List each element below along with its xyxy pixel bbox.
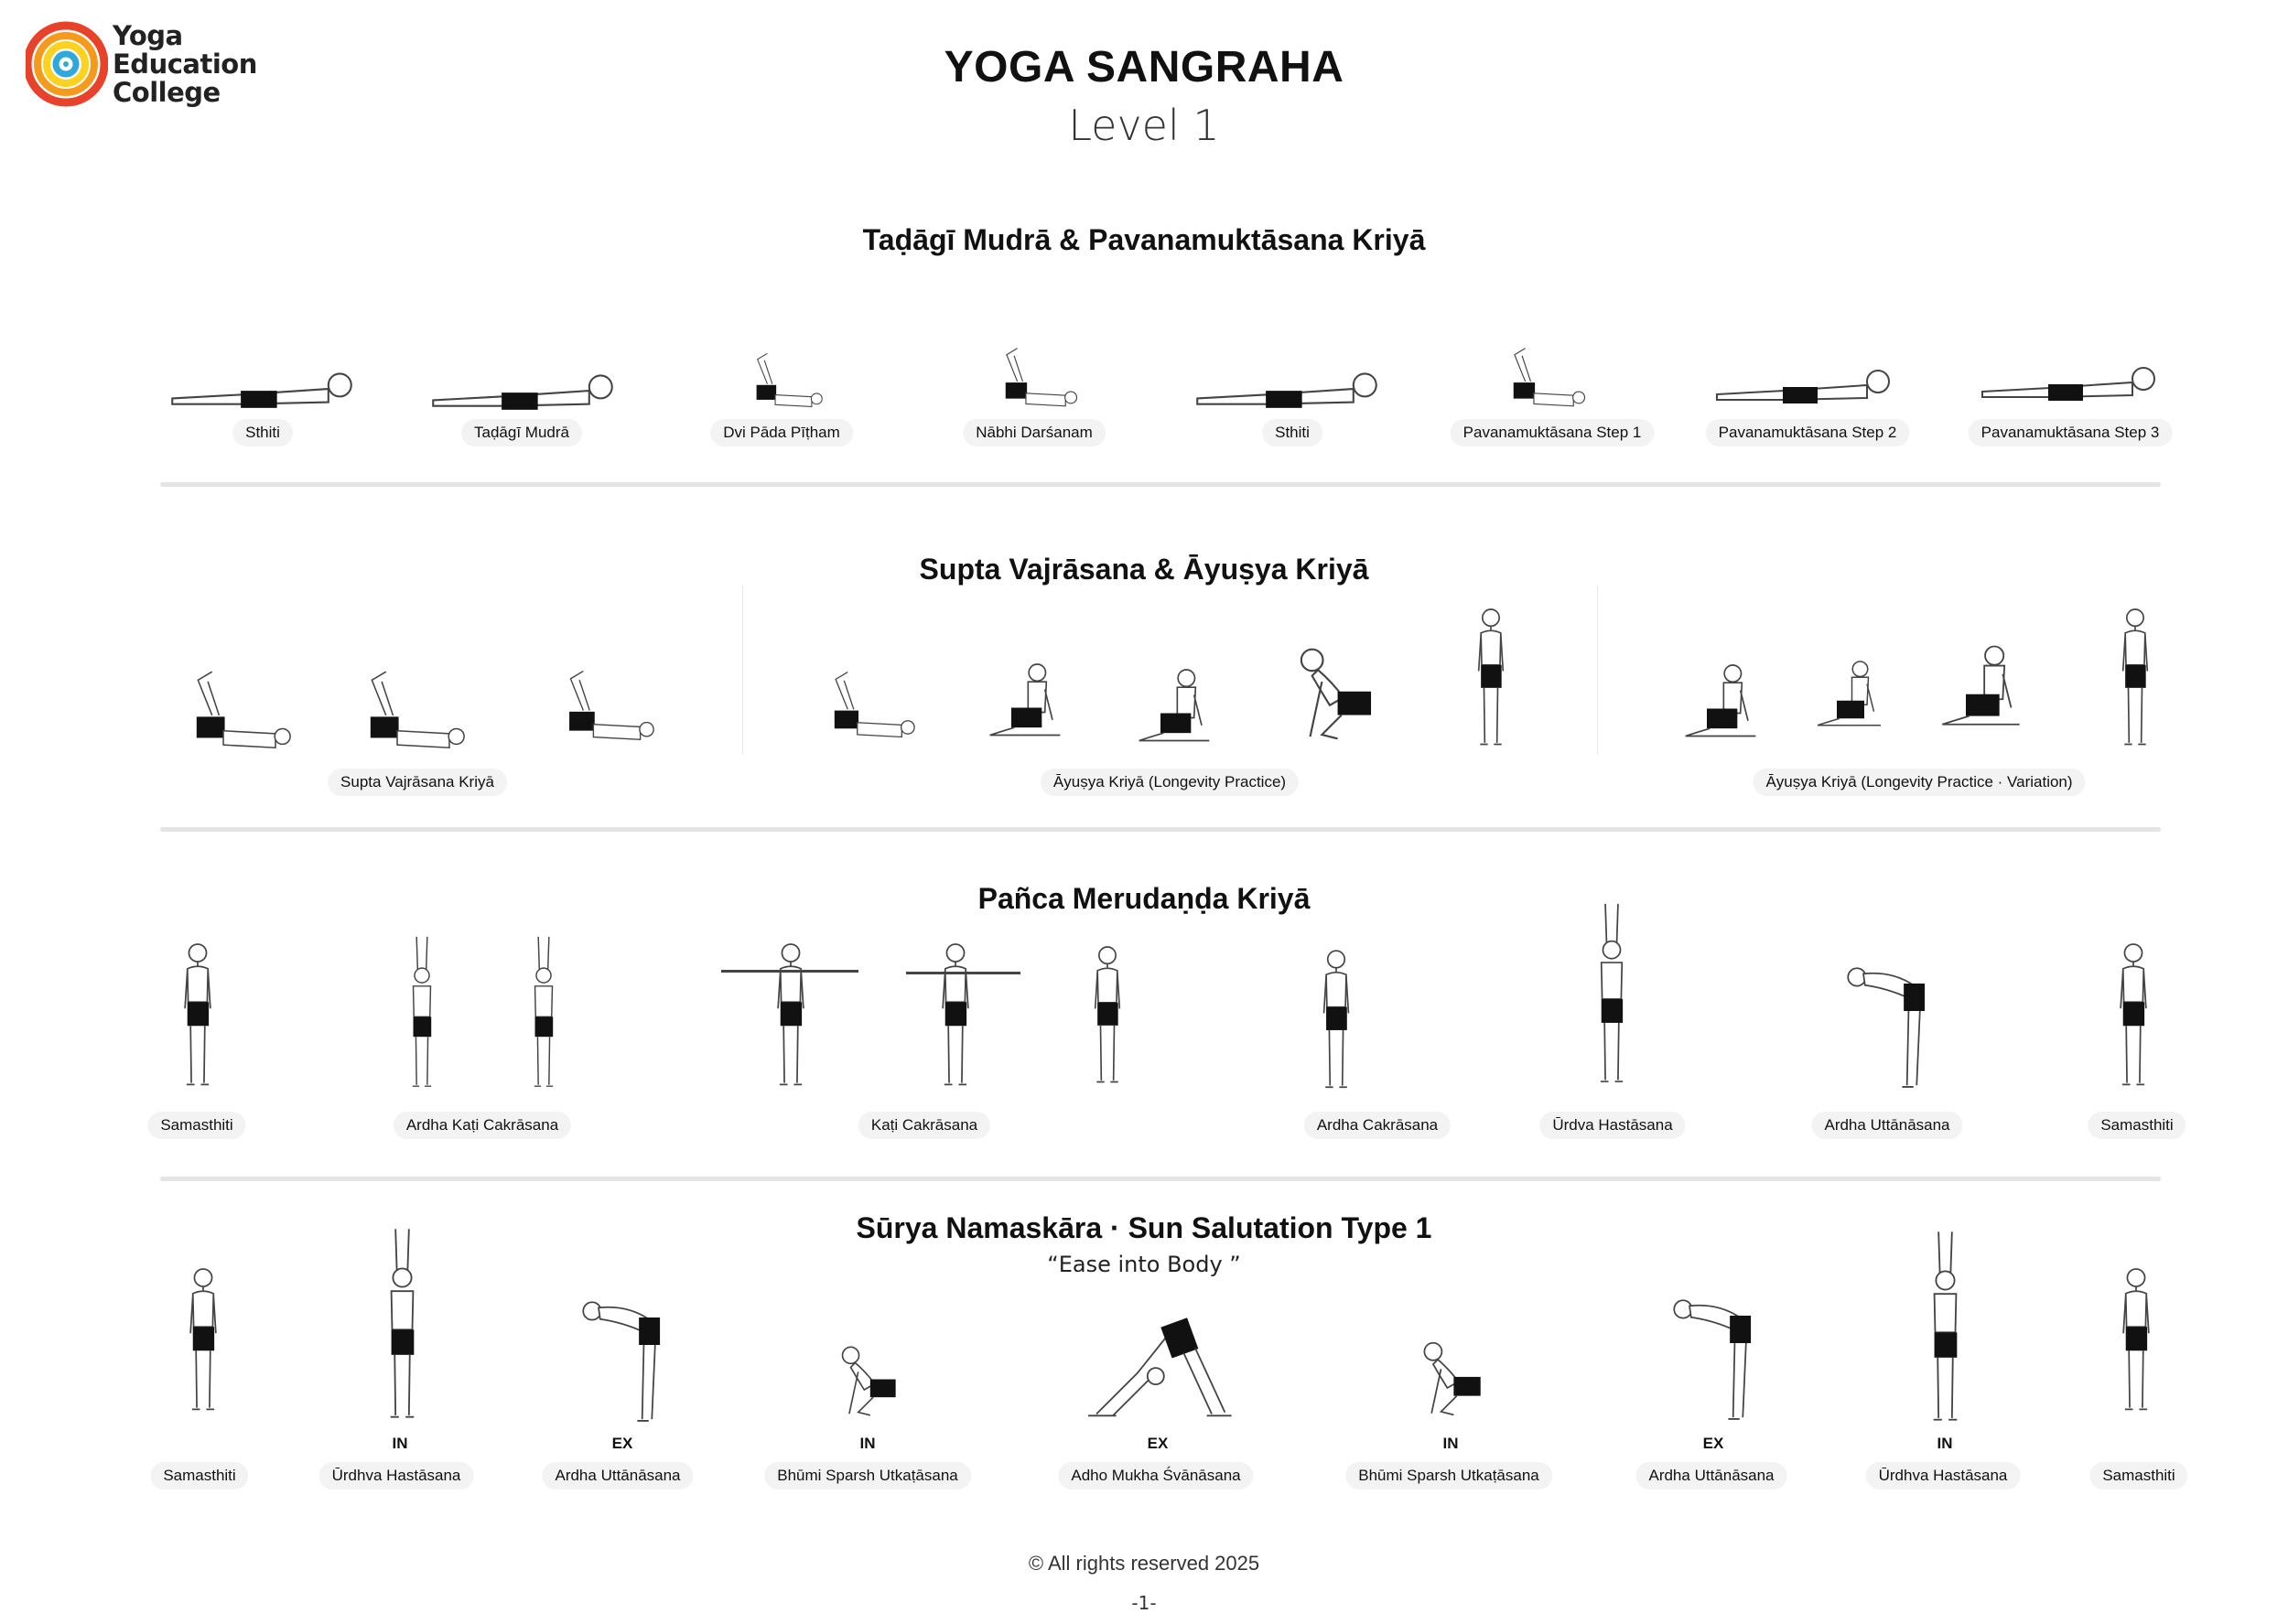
- pose-ardha-cakrasana-figure: [1300, 947, 1373, 1093]
- page-title: YOGA SANGRAHA: [944, 43, 1344, 91]
- pose-pavanamuktasana-2-figure: [1711, 357, 1894, 412]
- pose-label: Samasthiti: [147, 1112, 245, 1139]
- pose-sthiti-2-figure: [1190, 364, 1384, 412]
- pose-ardha-uttanasana-2-figure: [1657, 1288, 1771, 1425]
- pose-label: Bhūmi Sparsh Utkaṭāsana: [764, 1462, 971, 1490]
- pose-label: Taḍāgī Mudrā: [461, 419, 582, 446]
- pose-dvi-pada-pitham-figure: [723, 350, 851, 414]
- pose-ardha-kati-1-figure: [398, 931, 446, 1092]
- section-divider: [160, 482, 2161, 487]
- pose-label: Ardha Uttānāsana: [1811, 1112, 1962, 1139]
- section-tagline: “Ease into Body ”: [1047, 1252, 1241, 1277]
- page-number: -1-: [1131, 1592, 1157, 1614]
- pose-ardha-kati-2-figure: [520, 931, 567, 1092]
- pose-label: Samasthiti: [2088, 1112, 2185, 1139]
- pose-samasthiti-2-figure: [2110, 938, 2157, 1093]
- section-title-surya-namaskara: Sūrya Namaskāra · Sun Salutation Type 1: [856, 1211, 1432, 1244]
- pose-label: Ūrdhva Hastāsana: [319, 1462, 474, 1490]
- breath-cue: EX: [611, 1435, 633, 1452]
- pose-ayusya-var-4-figure: [2112, 600, 2158, 756]
- pose-bhumi-sparsh-utkatasana-2-figure: [1409, 1331, 1496, 1427]
- pose-tadagi-mudra-figure: [421, 366, 624, 414]
- section-divider: [160, 1177, 2161, 1181]
- pose-ayusya-2-figure: [984, 651, 1075, 750]
- pose-ayusya-5-figure: [1468, 600, 1514, 756]
- breath-cue: IN: [1937, 1435, 1953, 1452]
- pose-ayusya-4-figure: [1279, 640, 1394, 748]
- pose-pavanamuktasana-1-figure: [1483, 344, 1611, 414]
- pose-ayusya-var-2-figure: [1812, 635, 1894, 754]
- pose-urdhva-hastasana-figure: [377, 1217, 427, 1429]
- pose-label: Ardha Cakrāsana: [1304, 1112, 1451, 1139]
- section-title-panca-merudanda: Pañca Merudaṇḍa Kriyā: [977, 882, 1311, 915]
- pose-label: Ūrdhva Hastāsana: [1866, 1462, 2021, 1490]
- pose-samasthiti-figure: [174, 938, 221, 1093]
- arms-line: [721, 970, 858, 973]
- page-subtitle: Level 1: [1068, 101, 1220, 150]
- copyright-text: © All rights reserved 2025: [1028, 1552, 1260, 1575]
- section-title-supta-vajrasana: Supta Vajrāsana & Āyuṣya Kriyā: [919, 553, 1369, 586]
- pose-label: Dvi Pāda Pīṭham: [710, 419, 853, 446]
- pose-kati-cakrasana-2-figure: [932, 938, 979, 1093]
- group-separator: [1597, 586, 1598, 755]
- pose-label: Ardha Uttānāsana: [1635, 1462, 1786, 1490]
- pose-samasthiti-figure: [179, 1253, 227, 1427]
- arms-line: [906, 972, 1020, 974]
- pose-ardha-uttanasana-figure: [1830, 956, 1945, 1093]
- pose-label: Sthiti: [1262, 419, 1322, 446]
- pose-supta-vajrasana-3-figure: [554, 666, 664, 748]
- pose-sthiti-figure: [165, 364, 359, 412]
- pose-supta-vajrasana-1-figure: [178, 666, 302, 758]
- pose-ardha-uttanasana-figure: [566, 1290, 680, 1427]
- pose-ayusya-var-3-figure: [1936, 620, 2036, 753]
- pose-nabhi-darsanam-figure: [975, 344, 1103, 414]
- breath-cue: EX: [1702, 1435, 1724, 1452]
- pose-ayusya-var-1-figure: [1679, 651, 1771, 752]
- pose-label: Pavanamuktāsana Step 2: [1706, 419, 1910, 446]
- section-divider: [160, 827, 2161, 832]
- pose-label: Bhūmi Sparsh Utkaṭāsana: [1345, 1462, 1552, 1490]
- pose-label: Kaṭi Cakrāsana: [858, 1112, 990, 1139]
- pose-label: Adho Mukha Śvānāsana: [1058, 1462, 1253, 1490]
- pose-label: Pavanamuktāsana Step 3: [1969, 419, 2173, 446]
- pose-ayusya-1-figure: [824, 661, 920, 752]
- breath-cue: EX: [1147, 1435, 1169, 1452]
- pose-label: Samasthiti: [150, 1462, 248, 1490]
- pose-label: Pavanamuktāsana Step 1: [1451, 419, 1655, 446]
- pose-kati-cakrasana-1-figure: [767, 938, 815, 1093]
- pose-label: Ūrdva Hastāsana: [1539, 1112, 1685, 1139]
- pose-label: Sthiti: [232, 419, 293, 446]
- pose-supta-vajrasana-2-figure: [352, 666, 476, 758]
- pose-adho-mukha-svanasana-figure: [1080, 1310, 1245, 1427]
- pose-label: Ardha Uttānāsana: [542, 1462, 693, 1490]
- pose-label: Nābhi Darśanam: [963, 419, 1106, 446]
- breath-cue: IN: [859, 1435, 876, 1452]
- breath-cue: IN: [1442, 1435, 1459, 1452]
- section-title-tadagi: Taḍāgī Mudrā & Pavanamuktāsana Kriyā: [862, 223, 1426, 256]
- breath-cue: IN: [392, 1435, 408, 1452]
- pose-samasthiti-2-figure: [2112, 1253, 2160, 1427]
- pose-label: Ardha Kaṭi Cakrāsana: [394, 1112, 571, 1139]
- pose-urdhva-hastasana-2-figure: [1920, 1221, 1970, 1430]
- group-separator: [742, 586, 743, 755]
- pose-urdva-hastasana-figure: [1588, 892, 1635, 1093]
- pose-label: Samasthiti: [2089, 1462, 2187, 1490]
- pose-kati-cakrasana-3-figure: [1085, 938, 1130, 1093]
- pose-ayusya-3-figure: [1133, 661, 1225, 752]
- pose-group-label: Supta Vajrāsana Kriyā: [328, 769, 507, 796]
- pose-group-label: Āyuṣya Kriyā (Longevity Practice): [1041, 769, 1299, 796]
- logo-text: Yoga Education College: [113, 20, 257, 108]
- pose-pavanamuktasana-3-figure: [1977, 351, 2160, 412]
- pose-bhumi-sparsh-utkatasana-figure: [828, 1336, 911, 1427]
- pose-group-label: Āyuṣya Kriyā (Longevity Practice · Variation): [1753, 769, 2085, 796]
